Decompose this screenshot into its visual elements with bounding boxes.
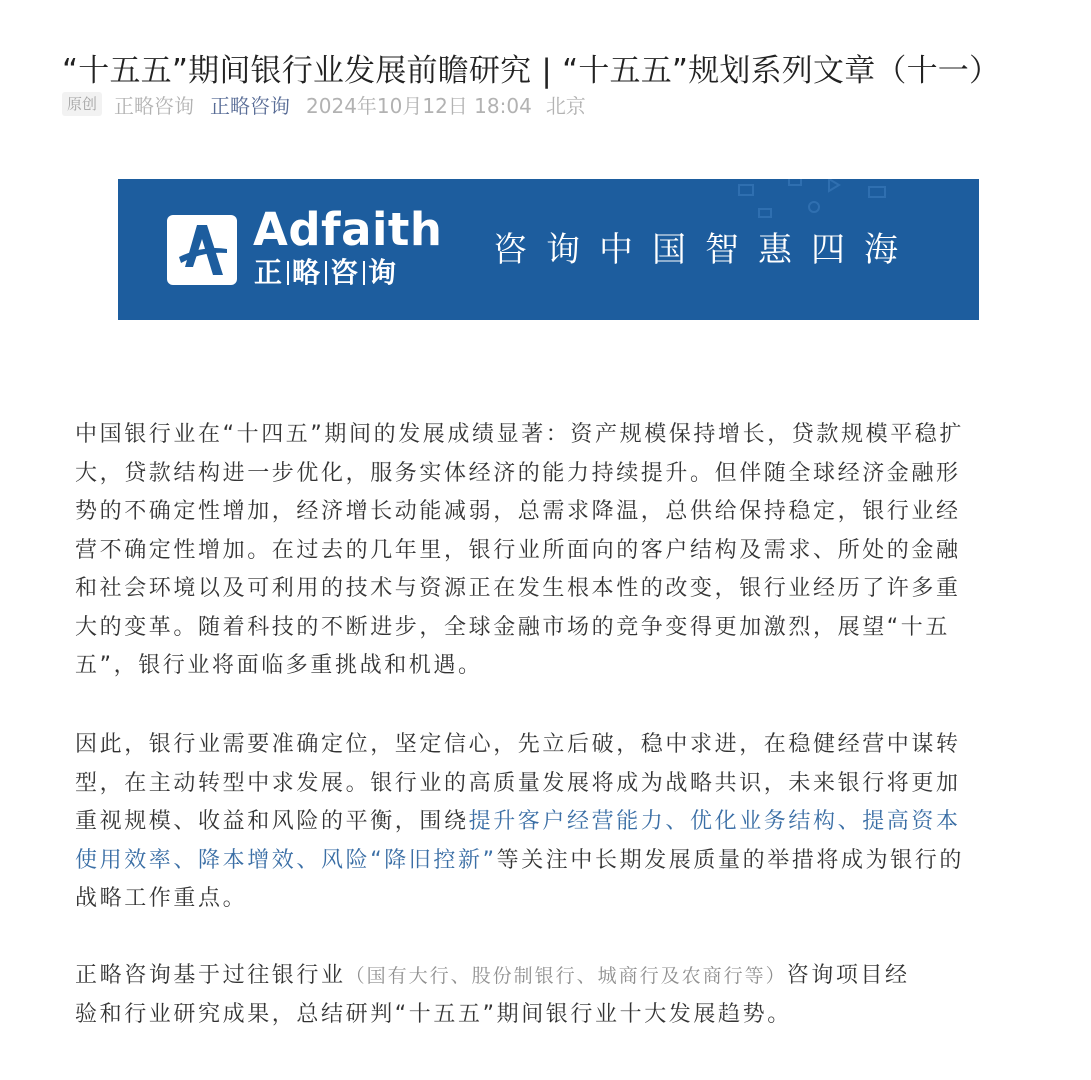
- muted-text: （国有大行、股份制银行、城商行及农商行等）: [345, 965, 787, 987]
- article-meta: [62, 88, 586, 120]
- text-line: 型，在主动转型中求发展。银行业的高质量发展将成为战略共识，未来银行将更加: [75, 770, 961, 796]
- publish-date: 2024年10月12日 18:04: [306, 93, 532, 118]
- paragraph-summary: [75, 957, 1025, 1034]
- text-line: 五”，银行业将面临多重挑战和机遇。: [75, 653, 483, 678]
- text-line: 验和行业研究成果，总结研判“十五五”期间银行业十大发展趋势。: [75, 1001, 792, 1027]
- brand-char: 咨: [330, 256, 361, 289]
- text-line: 战略工作重点。: [75, 886, 248, 911]
- highlighted-text: 使用效率、降本增效、风险“降旧控新”: [75, 847, 497, 873]
- publish-location: 北京: [545, 93, 586, 118]
- banner-slogan: 咨询中国智惠四海: [493, 230, 917, 270]
- brand-char: 询: [368, 256, 399, 289]
- text-line: [75, 842, 1025, 881]
- highlighted-text: 提升客户经营能力、优化业务结构、提高资本: [468, 809, 961, 834]
- brand-char: 略: [292, 256, 323, 289]
- account-link[interactable]: 正略咨询: [210, 93, 291, 118]
- text-line: 大的变革。随着科技的不断进步，全球金融市场的竞争变得更加激烈，展望“十五: [75, 614, 950, 640]
- text-line: 中国银行业在“十四五”期间的发展成绩显著：资产规模保持增长，贷款规模平稳扩: [75, 422, 964, 447]
- text-segment: 正略咨询基于过往银行业: [75, 963, 346, 988]
- text-segment: 重视规模、收益和风险的平衡，围绕: [75, 809, 469, 834]
- text-line: [75, 957, 1025, 996]
- text-line: 和社会环境以及可利用的技术与资源正在发生根本性的改变，银行业经历了许多重: [75, 576, 961, 601]
- original-badge: 原创: [62, 92, 102, 116]
- brand-char: 正: [254, 256, 285, 289]
- text-segment: 等关注中长期发展质量的举措将成为银行的: [496, 847, 965, 873]
- brand-name-en: Adfaith: [253, 203, 443, 256]
- author-name: 正略咨询: [114, 93, 195, 118]
- banner-decoration-icon: [719, 179, 919, 229]
- brand-name-cn: [254, 257, 398, 289]
- text-line: 大，贷款结构进一步优化，服务实体经济的能力持续提升。但伴随全球经济金融形: [75, 460, 961, 486]
- text-line: 营不确定性增加。在过去的几年里，银行业所面向的客户结构及需求、所处的金融: [75, 537, 961, 563]
- article-banner-image: [118, 179, 979, 320]
- paragraph-intro: [75, 416, 1025, 686]
- text-line: 势的不确定性增加，经济增长动能减弱，总需求降温，总供给保持稳定，银行业经: [75, 499, 961, 524]
- text-line: 因此，银行业需要准确定位，坚定信心，先立后破，稳中求进，在稳健经营中谋转: [75, 732, 961, 757]
- text-segment: 咨询项目经: [786, 963, 910, 988]
- adfaith-logo-icon: [167, 215, 237, 285]
- paragraph-strategy: [75, 726, 1025, 919]
- text-line: [75, 803, 1025, 842]
- article-title: “十五五”期间银行业发展前瞻研究 | “十五五”规划系列文章（十一）: [62, 52, 1001, 89]
